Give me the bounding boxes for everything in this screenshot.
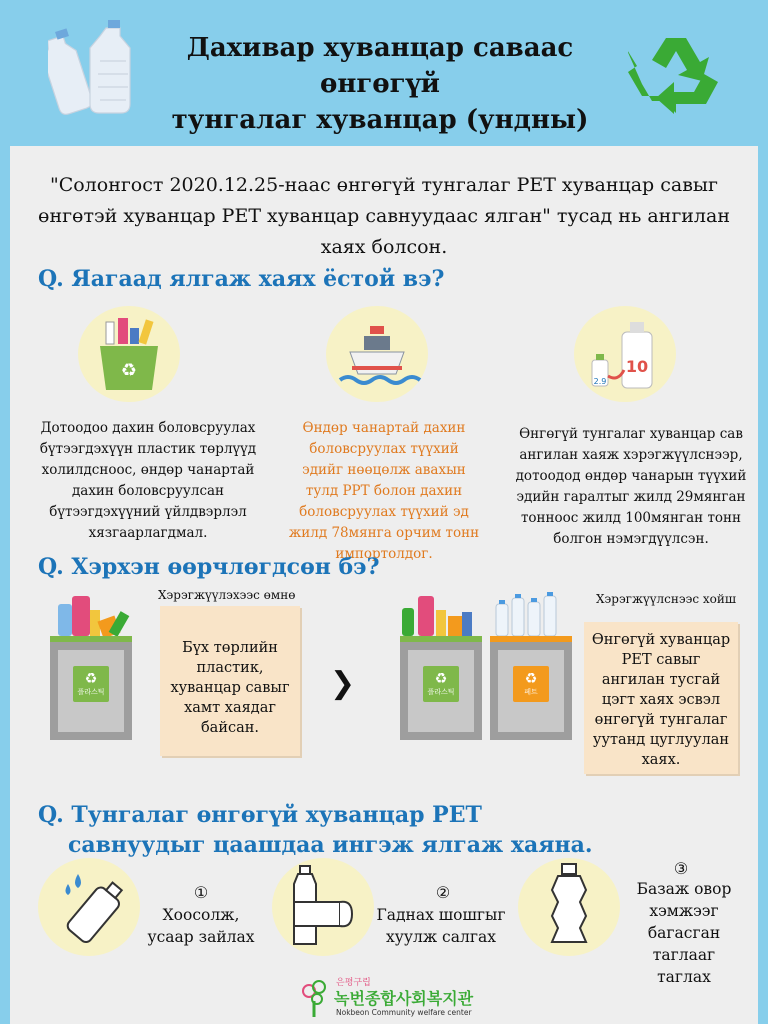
after-bin-pet xyxy=(490,590,572,740)
bin-label-pet: 페트 xyxy=(524,688,538,696)
question-how-to-line-1: Q. Тунгалаг өнгөгүй хуванцар PET xyxy=(38,802,482,828)
why-text-3: Өнгөгүй тунгалаг хуванцар сав ангилан хаяж хэрэгжүүлснээр, дотоодод өндөр чанарын түүхий эдийн гаралтыг жилд 29мянган тонноос жилд 100мянган тонн болгон нэмэгдүүлсэн. xyxy=(515,426,747,547)
mixed-plastics-icon xyxy=(400,590,482,640)
remove-label-icon xyxy=(272,858,374,956)
question-how-changed: Q. Хэрхэн өөрчлөгдсөн бэ? xyxy=(38,554,380,580)
step3-number: ③ xyxy=(673,859,689,878)
bottle-growth-icon xyxy=(574,306,676,402)
intro-text: "Солонгост 2020.12.25-наас өнгөгүй тунгалаг PET хуванцар савыг өнгөтэй хуванцар PET хуванцар савнуудаас ялган" тусад нь ангилан хаях болсон. xyxy=(38,174,730,258)
clover-logo-icon xyxy=(300,977,330,1019)
recycle-bin-circle xyxy=(78,306,180,402)
recycle-bin-icon xyxy=(78,306,180,402)
bin-recycle-icon: ♻ xyxy=(84,671,98,687)
bin-label-plastic: 플라스틱 xyxy=(77,688,105,696)
crushed-bottle-icon xyxy=(518,858,620,956)
step3-text: Базаж овор хэмжээг багасган таглааг таглах xyxy=(636,880,732,986)
logo-main-text: 녹번종합사회복지관 xyxy=(334,989,474,1008)
after-text: Өнгөгүй хуванцар PET савыг ангилан тусгай цэгт хаях эсвэл өнгөгүй тунгалаг уутанд цуглуулан хаях. xyxy=(591,632,731,768)
question-how-to xyxy=(38,800,593,860)
title-line-1: Дахивар хуванцар саваас өнгөгүй xyxy=(186,33,574,99)
question-why: Q. Яагаад ялгаж хаях ёстой вэ? xyxy=(38,266,445,292)
why-text-2: Өндөр чанартай дахин боловсруулах түүхий эдийг нөөцөлж авахын тулд PPT болон дахин боловсруулах түүхий эд жилд 78мянга орчим тонн импортолдог. xyxy=(288,420,480,562)
question-how-to-line-2: савнуудыг цаашдаа ингэж ялгаж хаяна. xyxy=(68,832,593,858)
step2-number: ② xyxy=(435,883,451,902)
bin-recycle-icon: ♻ xyxy=(524,671,538,687)
logo-top-text: 은평구립 xyxy=(336,978,371,988)
cargo-ship-icon xyxy=(326,306,428,402)
why-text-1: Дотоодоо дахин боловсруулах бүтээгдэхүүн пластик төрлүүд холилдсноос, өндөр чанартай дахин боловсруулсан бүтээгдэхүүний үйлдвэрлэл хязгаарлагдмал. xyxy=(39,420,257,541)
bottle-growth-circle xyxy=(574,306,676,402)
title-line-2: тунгалаг хуванцар (ундны) xyxy=(171,105,589,135)
before-label: Хэрэгжүүлэхээс өмнө xyxy=(158,588,296,602)
rinse-bottle-icon xyxy=(38,858,140,956)
mixed-plastics-icon xyxy=(50,590,132,640)
logo-sub-text: Nokbeon Community welfare center xyxy=(336,1008,472,1017)
arrow-right-icon: ❯ xyxy=(330,666,356,701)
step3-circle xyxy=(518,858,620,956)
growth-label-large: 10 xyxy=(625,357,649,376)
step1-text: Хоосолж, усаар зайлах xyxy=(147,906,255,946)
recycle-icon xyxy=(628,32,724,120)
bin-recycle-icon: ♻ xyxy=(434,671,448,687)
before-text: Бүх төрлийн пластик, хуванцар савыг хамт хаядаг байсан. xyxy=(170,640,290,736)
step1-number: ① xyxy=(193,883,209,902)
bottles-illustration-icon xyxy=(48,16,148,121)
step2-text: Гаднах шошгыг хуулж салгах xyxy=(376,906,506,946)
growth-label-small: 2.9 xyxy=(593,377,607,386)
after-label: Хэрэгжүүлснээс хойш xyxy=(596,592,737,606)
welfare-center-logo xyxy=(300,975,480,1020)
ship-circle xyxy=(326,306,428,402)
before-bin xyxy=(50,590,132,740)
after-bin-plastic xyxy=(400,590,482,740)
clear-bottles-icon xyxy=(490,590,572,640)
svg-text:♻: ♻ xyxy=(120,360,138,381)
step1-circle xyxy=(38,858,140,956)
bin-label-plastic-2: 플라스틱 xyxy=(427,688,455,696)
step2-circle xyxy=(272,858,374,956)
